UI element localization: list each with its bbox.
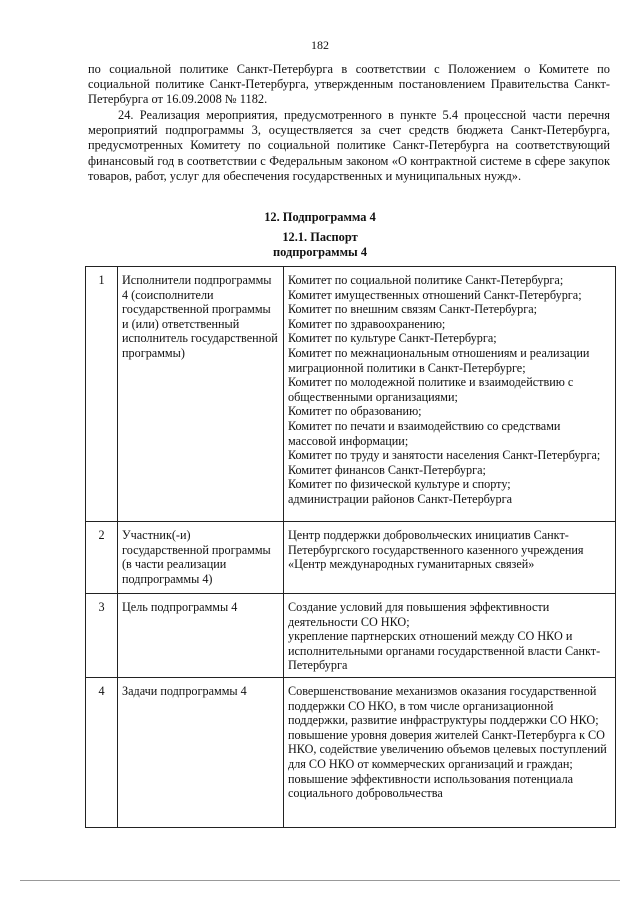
value-line: Совершенствование механизмов оказания государственной поддержки СО НКО, в том числе организационной поддержки, развитие инфраструктуры поддержки СО НКО; — [288, 684, 599, 728]
row-label: Задачи подпрограммы 4 — [118, 678, 284, 828]
value-line: Комитет по труду и занятости населения Санкт-Петербурга; — [288, 448, 601, 463]
bottom-divider — [20, 880, 620, 881]
table-row — [86, 678, 616, 828]
value-line: Комитет по культуре Санкт-Петербурга; — [288, 331, 497, 346]
table-row — [86, 594, 616, 678]
table-row — [86, 267, 616, 522]
value-line: Комитет по молодежной политике и взаимодействию с общественными организациями; — [288, 375, 574, 404]
value-line: Комитет по внешним связям Санкт-Петербурга; — [288, 302, 538, 317]
value-line: Комитет по здравоохранению; — [288, 316, 446, 331]
passport-table — [85, 266, 616, 828]
value-line: Создание условий для повышения эффективности деятельности СО НКО; — [288, 600, 550, 629]
value-line: Комитет имущественных отношений Санкт-Петербурга; — [288, 287, 582, 302]
row-number: 1 — [86, 267, 118, 522]
table-row — [86, 522, 616, 594]
row-number: 4 — [86, 678, 118, 828]
row-label: Участник(-и) государственной программы (в части реализации подпрограммы 4) — [118, 522, 284, 594]
paragraph-item-24: 24. Реализация мероприятия, предусмотренного в пункте 5.4 процессной части перечня мероприятий подпрограммы 3, осуществляется за счет средств бюджета Санкт-Петербурга, предусмотренных Комитету по социальной политике Санкт-Петербурга на соответствующий финансовый год в соответствии с Федеральным законом «О контрактной системе в сфере закупок товаров, работ, услуг для обеспечения государственных и муниципальных нужд». — [88, 108, 610, 183]
row-label: Цель подпрограммы 4 — [118, 594, 284, 678]
value-line: Комитет по социальной политике Санкт-Петербурга; — [288, 273, 564, 287]
value-line: укрепление партнерских отношений между СО НКО и исполнительными органами государственной власти Санкт-Петербурга — [288, 629, 601, 673]
row-number: 2 — [86, 522, 118, 594]
value-line: Комитет по печати и взаимодействию со средствами массовой информации; — [288, 418, 561, 448]
row-value — [284, 522, 616, 594]
row-value — [284, 267, 616, 522]
value-line: Комитет финансов Санкт-Петербурга; — [288, 462, 486, 477]
value-line: Центр поддержки добровольческих инициатив Санкт-Петербургского государственного казенного учреждения «Центр международных гуманитарных связей» — [288, 528, 584, 572]
row-number: 3 — [86, 594, 118, 678]
page-number: 182 — [311, 38, 329, 52]
subsection-heading: 12.1. Паспорт — [282, 230, 358, 244]
row-value — [284, 678, 616, 828]
row-value — [284, 594, 616, 678]
paragraph-continuation: по социальной политике Санкт-Петербурга в соответствии с Положением о Комитете по социальной политике Санкт-Петербурга, утвержденным постановлением Правительства Санкт-Петербурга от 16.09.2008 № 1182. — [88, 62, 610, 107]
section-heading: 12. Подпрограмма 4 — [264, 210, 376, 224]
value-line: повышение эффективности использования потенциала социального добровольчества — [288, 771, 574, 801]
value-line: администрации районов Санкт-Петербурга — [288, 491, 513, 506]
row-label: Исполнители подпрограммы 4 (соисполнители государственной программы и (или) ответственный исполнитель государственной программы) — [118, 267, 284, 522]
value-line: Комитет по образованию; — [288, 404, 422, 419]
value-line: Комитет по физической культуре и спорту; — [288, 477, 511, 492]
value-line: повышение уровня доверия жителей Санкт-Петербурга к СО НКО, содействие увеличению объемов целевых поступлений для СО НКО от коммерческих организаций и граждан; — [288, 727, 607, 771]
value-line: Комитет по межнациональным отношениям и реализации миграционной политики в Санкт-Петербурге; — [288, 345, 590, 375]
subsection-heading-line2: подпрограммы 4 — [272, 245, 368, 259]
